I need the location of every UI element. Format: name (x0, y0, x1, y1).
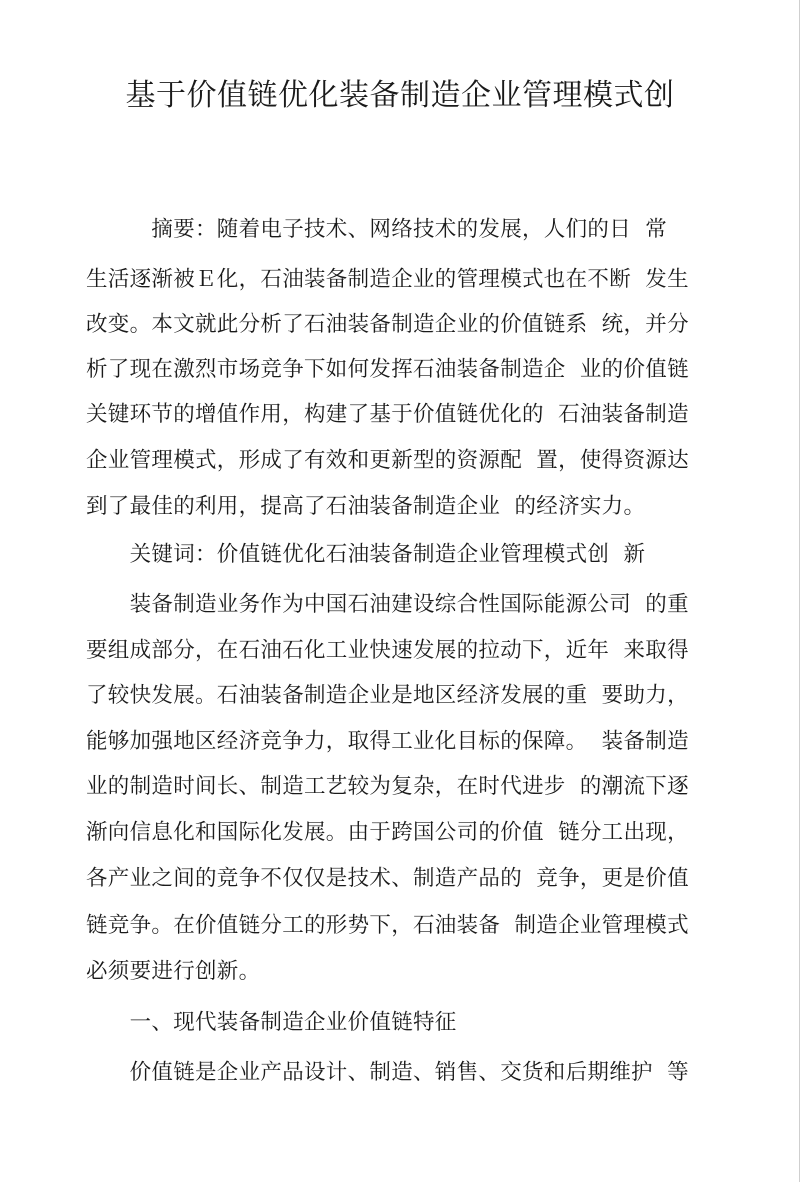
paragraph-line: 到了最佳的利用，提高了石油装备制造企业 的经济实力。 (86, 494, 646, 519)
paragraph-line: 了较快发展。石油装备制造企业是地区经济发展的重 要助力， (86, 683, 689, 708)
paragraph-line: 企业管理模式，形成了有效和更新型的资源配 置，使得资源达 (86, 448, 689, 473)
paragraph-line: 渐向信息化和国际化发展。由于跨国公司的价值 链分工出现， (86, 820, 689, 845)
paragraph-line: 改变。本文就此分析了石油装备制造企业的价值链系 统，并分 (86, 312, 689, 337)
paragraph-line: 价值链是企业产品设计、制造、销售、交货和后期维护 等 (86, 1060, 689, 1085)
paragraph-line: 能够加强地区经济竞争力，取得工业化目标的保障。 装备制造 (86, 729, 689, 754)
document-title: 基于价值链优化装备制造企业管理模式创 (125, 78, 675, 113)
paragraph-line: 必须要进行创新。 (86, 959, 261, 984)
paragraph-line: 要组成部分，在石油石化工业快速发展的拉动下，近年 来取得 (86, 638, 689, 663)
paragraph-line: 生活逐渐被Ｅ化，石油装备制造企业的管理模式也在不断 发生 (86, 267, 689, 292)
section-heading: 一、现代装备制造企业价值链特征 (86, 1010, 457, 1035)
paragraph-line: 析了现在激烈市场竞争下如何发挥石油装备制造企 业的价值链 (86, 357, 689, 382)
paragraph-line: 摘要：随着电子技术、网络技术的发展，人们的日 常 (86, 217, 668, 242)
paragraph-line: 各产业之间的竞争不仅仅是技术、制造产品的 竞争，更是价值 (86, 866, 689, 891)
paragraph-line: 链竞争。在价值链分工的形势下，石油装备 制造企业管理模式 (86, 913, 689, 938)
paragraph-line: 装备制造业务作为中国石油建设综合性国际能源公司 的重 (86, 592, 689, 617)
paragraph-line: 业的制造时间长、制造工艺较为复杂，在时代进步 的潮流下逐 (86, 774, 689, 799)
keywords-line: 关键词：价值链优化石油装备制造企业管理模式创 新 (86, 542, 646, 567)
paragraph-line: 关键环节的增值作用，构建了基于价值链优化的 石油装备制造 (86, 402, 689, 427)
